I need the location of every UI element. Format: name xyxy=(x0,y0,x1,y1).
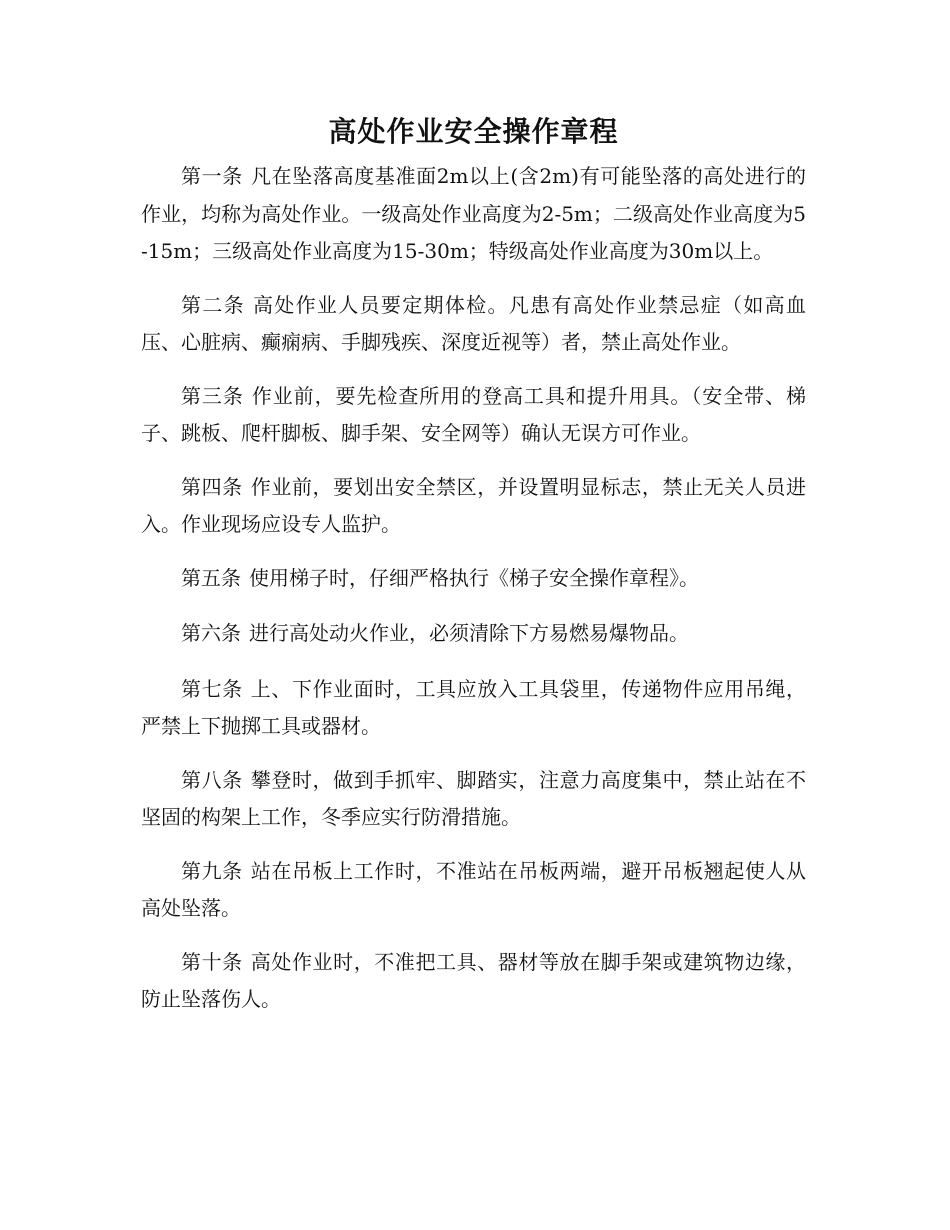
article-number: 第十条 xyxy=(181,949,243,974)
article-4 xyxy=(141,469,806,544)
article-7 xyxy=(141,671,806,746)
article-text: 高处作业人员要定期体检。凡患有高处作业禁忌症（如高血压、心脏病、癫痫病、手脚残疾、深度近视等）者，禁止高处作业。 xyxy=(141,292,807,354)
article-10 xyxy=(141,944,806,1019)
article-text: 高处作业时，不准把工具、器材等放在脚手架或建筑物边缘，防止坠落伤人。 xyxy=(141,949,807,1011)
article-number: 第四条 xyxy=(181,474,243,499)
document-page xyxy=(141,108,806,1035)
article-number: 第一条 xyxy=(181,164,243,188)
article-1 xyxy=(141,158,806,271)
article-8 xyxy=(141,762,806,837)
article-text: 进行高处动火作业，必须清除下方易燃易爆物品。 xyxy=(249,621,689,645)
article-text: 站在吊板上工作时，不准站在吊板两端，避开吊板翘起使人从高处坠落。 xyxy=(141,858,807,920)
document-title: 高处作业安全操作章程 xyxy=(328,115,619,148)
article-number: 第三条 xyxy=(181,383,244,408)
article-number: 第七条 xyxy=(181,676,243,701)
article-text: 凡在坠落高度基准面2m以上(含2m)有可能坠落的高处进行的作业，均称为高处作业。一级高处作业高度为2-5m；二级高处作业高度为5-15m；三级高处作业高度为15-30m；特级高处作业高度为30m以上。 xyxy=(141,164,807,263)
article-6 xyxy=(141,615,806,653)
article-text: 攀登时，做到手抓牢、脚踏实，注意力高度集中，禁止站在不坚固的构架上工作，冬季应实行防滑措施。 xyxy=(141,767,807,829)
article-3 xyxy=(141,378,806,453)
article-number: 第九条 xyxy=(181,858,243,883)
article-text: 作业前，要先检查所用的登高工具和提升用具。（安全带、梯子、跳板、爬杆脚板、脚手架、安全网等）确认无误方可作业。 xyxy=(141,383,807,445)
article-number: 第六条 xyxy=(181,621,241,645)
article-number: 第五条 xyxy=(181,565,241,590)
article-text: 上、下作业面时，工具应放入工具袋里，传递物件应用吊绳，严禁上下抛掷工具或器材。 xyxy=(141,676,807,738)
article-9 xyxy=(141,853,806,928)
article-number: 第二条 xyxy=(181,292,245,317)
article-5 xyxy=(141,560,806,598)
article-2 xyxy=(141,287,806,362)
article-number: 第八条 xyxy=(181,767,243,792)
article-text: 使用梯子时，仔细严格执行《梯子安全操作章程》。 xyxy=(249,565,699,590)
article-text: 作业前，要划出安全禁区，并设置明显标志，禁止无关人员进入。作业现场应设专人监护。 xyxy=(141,474,807,536)
